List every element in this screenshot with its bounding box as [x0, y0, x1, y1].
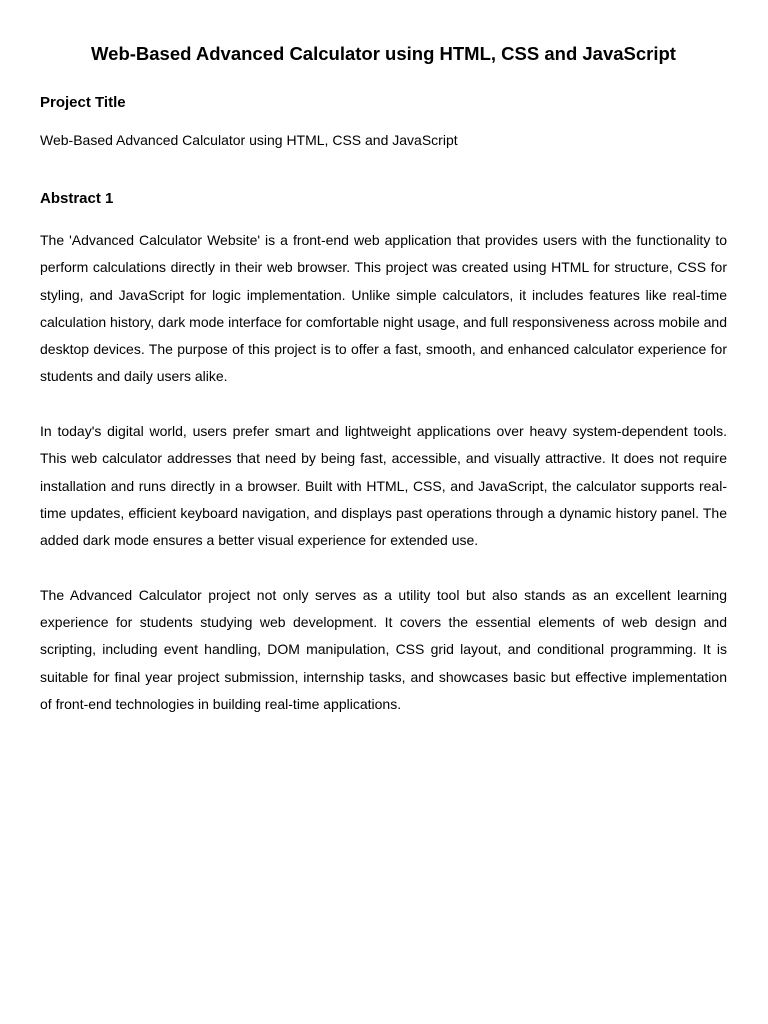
- abstract-heading: Abstract 1: [40, 190, 114, 207]
- abstract-paragraph-2: In today's digital world, users prefer smart and lightweight applications over heavy system-dependent tools. This web calculator addresses that need by being fast, accessible, and visually attractive. It does not require installation and runs directly in a browser. Built with HTML, CSS, and JavaScript, the calculator supports real-time updates, efficient keyboard navigation, and displays past operations through a dynamic history panel. The added dark mode ensures a better visual experience for extended use.: [40, 423, 727, 549]
- abstract-paragraph-3: The Advanced Calculator project not only serves as a utility tool but also stands as an excellent learning experience for students studying web development. It covers the essential elements of web design and scripting, including event handling, DOM manipulation, CSS grid layout, and conditional programming. It is suitable for final year project submission, internship tasks, and showcases basic but effective implementation of front-end technologies in building real-time applications.: [40, 586, 727, 713]
- abstract-body: [40, 227, 727, 718]
- document-title: Web-Based Advanced Calculator using HTML, CSS and JavaScript: [91, 43, 676, 64]
- project-title-text: Web-Based Advanced Calculator using HTML, CSS and JavaScript: [40, 132, 458, 148]
- project-title-heading: Project Title: [40, 94, 126, 111]
- abstract-paragraph-1: The 'Advanced Calculator Website' is a front-end web application that provides users with the functionality to perform calculations directly in their web browser. This project was created using HTML for structure, CSS for styling, and JavaScript for logic implementation. Unlike simple calculators, it includes features like real-time calculation history, dark mode interface for comfortable night usage, and full responsiveness across mobile and desktop devices. The purpose of this project is to offer a fast, smooth, and enhanced calculator experience for students and daily users alike.: [40, 232, 727, 385]
